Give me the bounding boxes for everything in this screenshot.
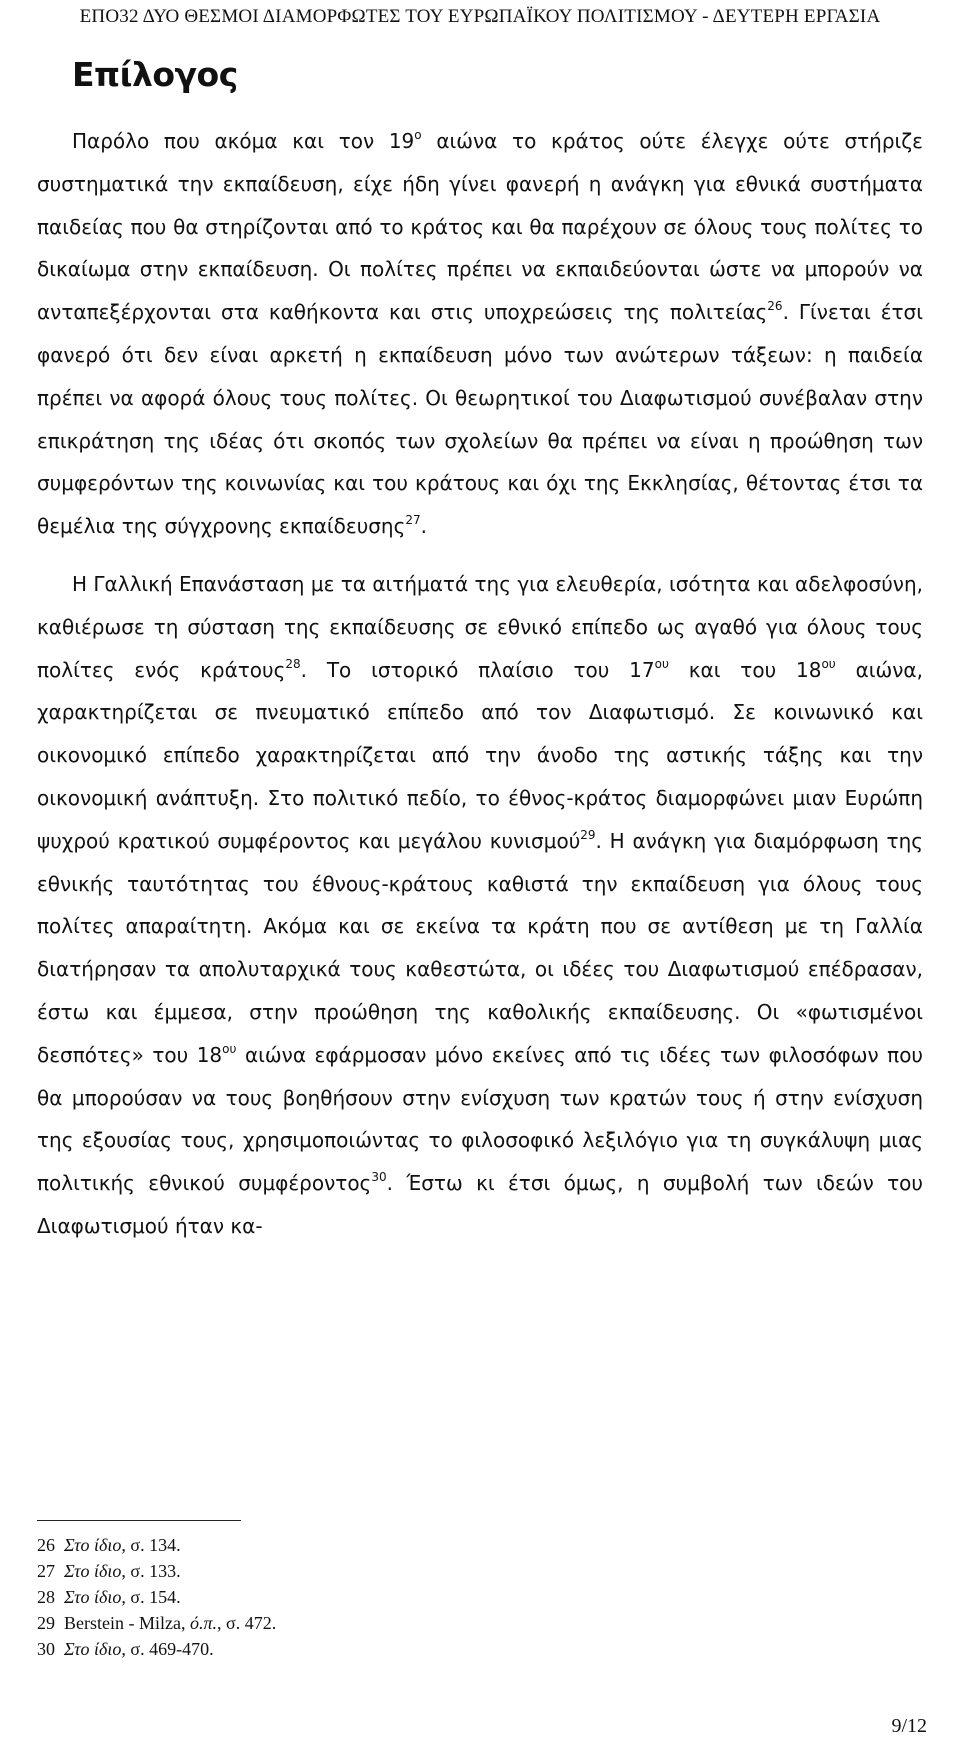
text-run: .	[420, 514, 427, 539]
footnote-italic: Στο ίδιο	[64, 1639, 122, 1659]
footnote-28	[37, 1584, 737, 1610]
footnote-ref-28[interactable]: 28	[285, 656, 301, 671]
footnote-ref-26[interactable]: 26	[767, 299, 783, 314]
footnote-number: 27	[37, 1561, 55, 1581]
footnote-italic: Στο ίδιο	[64, 1535, 122, 1555]
footnote-separator	[37, 1520, 241, 1521]
footnote-text: , σ. 154.	[121, 1587, 181, 1607]
section-title: Επίλογος	[72, 55, 238, 94]
footnote-text: , σ. 134.	[121, 1535, 181, 1555]
page-number: 9/12	[891, 1715, 927, 1737]
footnote-ref-27[interactable]: 27	[405, 513, 421, 528]
footnote-number: 30	[37, 1639, 55, 1659]
footnotes	[37, 1532, 737, 1662]
footnote-number: 28	[37, 1587, 55, 1607]
footnote-text: , σ. 472.	[217, 1613, 277, 1633]
paragraph-1	[37, 120, 923, 548]
text-run: . Γίνεται έτσι φανερό ότι δεν είναι αρκετή η εκπαίδευση μόνο των ανώτερων τάξεων: η παιδεία πρέπει να αφορά όλους τους πολίτες. Οι θεωρητικοί του Διαφωτισμού συνέβαλαν στην επικράτηση της ιδέας ότι σκοπός των σχολείων θα πρέπει να είναι η προώθηση των συμφερόντων της κοινωνίας και του κράτους και όχι της Εκκλησίας, θέτοντας έτσι τα θεμέλια της σύγχρονης εκπαίδευσης	[37, 300, 923, 539]
footnote-ref-30[interactable]: 30	[371, 1170, 387, 1185]
footnote-italic: Στο ίδιο	[64, 1561, 122, 1581]
text-run: . Έστω κι έτσι όμως, η συμβολή των ιδεών του Διαφωτισμού ήταν κα-	[37, 1171, 923, 1238]
text-run: . Η ανάγκη για διαμόρφωση της εθνικής ταυτότητας του έθνους-κράτους καθιστά την εκπαίδευση για όλους τους πολίτες απαραίτητη. Ακόμα και σε εκείνα τα κράτη που σε αντίθεση με τη Γαλλία διατήρησαν τα απολυταρχικά τους καθεστώτα, οι ιδέες του Διαφωτισμού επέδρασαν, έστω και έμμεσα, στην προώθηση της καθολικής εκπαίδευσης. Οι «φωτισμένοι δεσπότες» του 18	[37, 828, 923, 1067]
footnote-italic: Στο ίδιο	[64, 1587, 122, 1607]
footnote-27	[37, 1558, 737, 1584]
footnote-number: 29	[37, 1613, 55, 1633]
footnote-26	[37, 1532, 737, 1558]
footnote-text: Berstein - Milza,	[64, 1613, 190, 1633]
text-run: αιώνα το κράτος ούτε έλεγχε ούτε στήριζε συστηματικά την εκπαίδευση, είχε ήδη γίνει φανερή η ανάγκη για εθνικά συστήματα παιδείας που θα στηρίζονται από το κράτος και θα παρέχουν σε όλους τους πολίτες το δικαίωμα στην εκπαίδευση. Οι πολίτες πρέπει να εκπαιδεύονται ώστε να μπορούν να ανταπεξέρχονται στα καθήκοντα και στις υποχρεώσεις της πολιτείας	[37, 129, 923, 325]
footnote-italic: ό.π.	[189, 1613, 217, 1633]
text-run: Η Γαλλική Επανάσταση με τα αιτήματά της για ελευθερία, ισότητα και αδελφοσύνη, καθιέρωσε τη σύσταση της εκπαίδευσης σε εθνικό επίπεδο ως αγαθό για όλους τους πολίτες ενός κράτους	[37, 571, 923, 682]
text-run: και του 18	[668, 657, 822, 682]
footnote-30	[37, 1636, 737, 1662]
footnote-text: , σ. 133.	[121, 1561, 181, 1581]
body-text	[37, 120, 923, 1248]
footnote-ref-29[interactable]: 29	[580, 827, 596, 842]
text-run: αιώνα, χαρακτηρίζεται σε πνευματικό επίπεδο από τον Διαφωτισμό. Σε κοινωνικό και οικονομικό επίπεδο χαρακτηρίζεται από την άνοδο της αστικής τάξης και την οικονομική ανάπτυξη. Στο πολιτικό πεδίο, το έθνος-κράτος διαμορφώνει μιαν Ευρώπη ψυχρού κρατικού συμφέροντος και μεγάλου κυνισμού	[37, 657, 923, 853]
text-run: . Το ιστορικό πλαίσιο του 17	[300, 657, 655, 682]
running-header: ΕΠΟ32 ΔΥΟ ΘΕΣΜΟΙ ΔΙΑΜΟΡΦΩΤΕΣ ΤΟΥ ΕΥΡΩΠΑΪΚΟΥ ΠΟΛΙΤΙΣΜΟΥ - ΔΕΥΤΕΡΗ ΕΡΓΑΣΙΑ	[79, 6, 881, 27]
ordinal-superscript: ου	[821, 656, 836, 671]
footnote-number: 26	[37, 1535, 55, 1555]
text-run: Παρόλο που ακόμα και τον 19	[72, 129, 415, 153]
ordinal-superscript: ου	[222, 1041, 237, 1056]
footnote-29	[37, 1610, 737, 1636]
paragraph-2	[37, 563, 923, 1248]
text-run: αιώνα εφάρμοσαν μόνο εκείνες από τις ιδέες των φιλοσόφων που θα μπορούσαν να τους βοηθήσουν στην ενίσχυση των κρατών τους ή στην ενίσχυση της εξουσίας τους, χρησιμοποιώντας το φιλοσοφικό λεξιλόγιο για τη συγκάλυψη μιας πολιτικής εθνικού συμφέροντος	[37, 1042, 923, 1196]
ordinal-superscript: ο	[414, 128, 422, 142]
footnote-text: , σ. 469-470.	[121, 1639, 214, 1659]
ordinal-superscript: ου	[654, 656, 669, 671]
